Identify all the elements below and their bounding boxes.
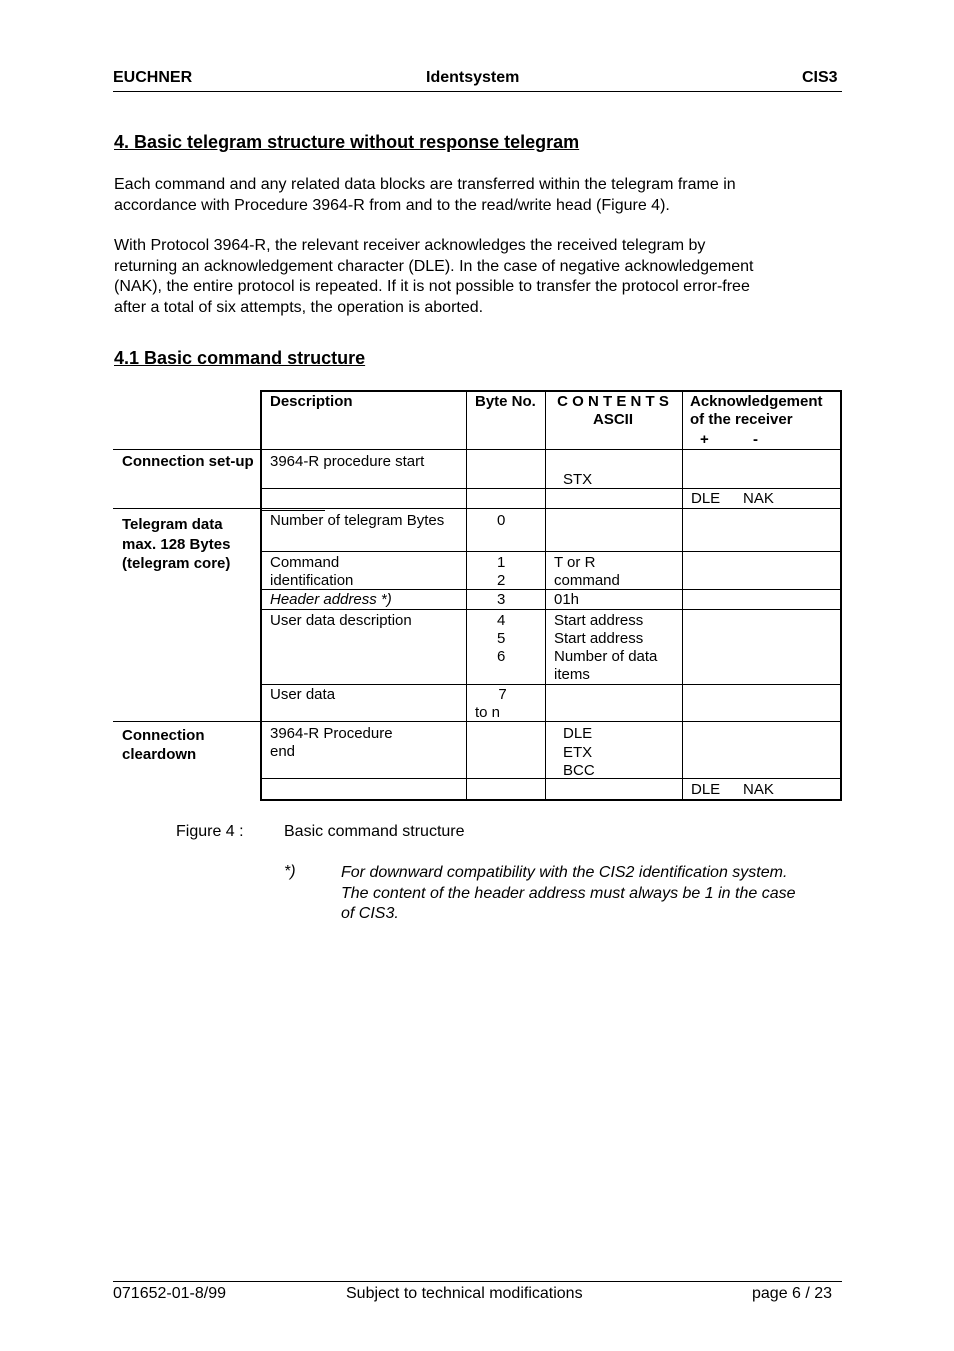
footnote-line: The content of the header address must always be 1 in the case xyxy=(341,884,796,902)
row-cmd-id-description xyxy=(270,554,353,590)
cell-line: end xyxy=(270,743,296,760)
group-connection-cleardown xyxy=(122,726,205,764)
paragraph-line: accordance with Procedure 3964-R from and to the read/write head (Figure 4). xyxy=(114,196,670,214)
cell-line: T or R xyxy=(554,554,596,571)
cell-line: command xyxy=(554,572,620,589)
column-divider xyxy=(466,390,467,800)
cell-line: 4 xyxy=(497,612,506,629)
cell-line: 5 xyxy=(497,630,506,647)
footer-rule xyxy=(113,1281,842,1282)
table-border-bottom xyxy=(260,799,842,801)
group-line: cleardown xyxy=(122,746,197,763)
footnote-marker: *) xyxy=(284,863,296,880)
cell-line: to n xyxy=(475,704,501,721)
footnote-text xyxy=(341,863,796,925)
cell-line: 7 xyxy=(498,686,507,703)
cell-line: 3964-R Procedure xyxy=(270,725,393,742)
footer-notice: Subject to technical modifications xyxy=(346,1285,583,1302)
row-divider-accent xyxy=(261,510,325,511)
cell-line: Start address xyxy=(554,630,644,647)
header-contents-line: C O N T E N T S xyxy=(557,393,669,410)
row-proc-end-contents xyxy=(563,725,595,781)
cell-line: ETX xyxy=(563,743,593,761)
paragraph-line: (NAK), the entire protocol is repeated. If it is not possible to transfer the protocol error-free xyxy=(114,278,750,295)
row-cmd-id-contents xyxy=(554,554,620,590)
cell-line: items xyxy=(554,666,590,683)
group-connection-setup: Connection set-up xyxy=(122,453,254,470)
row-user-desc-byte xyxy=(497,612,505,666)
header-acknowledgement xyxy=(690,393,823,429)
row-divider xyxy=(261,778,841,779)
table-border-left xyxy=(260,390,262,801)
figure-label: Figure 4 : xyxy=(176,823,244,840)
row-user-desc-description: User data description xyxy=(270,612,412,629)
column-divider xyxy=(682,390,683,800)
section-4-paragraph-1 xyxy=(114,175,844,216)
group-line: max. 128 Bytes xyxy=(122,535,231,553)
row-divider xyxy=(261,609,841,610)
row-divider xyxy=(261,488,841,489)
header-ack-line: of the receiver xyxy=(690,411,793,428)
group-line: Telegram data xyxy=(122,516,223,533)
row-proc-start-description: 3964-R procedure start xyxy=(270,453,425,470)
row-user-data-byte xyxy=(475,686,530,722)
row-divider xyxy=(113,449,841,450)
cell-line: BCC xyxy=(563,762,595,779)
row-divider xyxy=(261,551,841,552)
row-cmd-id-byte xyxy=(497,554,505,590)
cell-line: identification xyxy=(270,572,354,589)
section-4-1-title: 4.1 Basic command structure xyxy=(114,348,366,368)
footer-document-number: 071652-01-8/99 xyxy=(113,1285,226,1302)
header-contents-line: ASCII xyxy=(592,411,633,428)
row-divider xyxy=(113,508,841,509)
section-4-paragraph-2 xyxy=(114,236,844,318)
header-ack-plus: + xyxy=(700,431,709,448)
paragraph-line: Each command and any related data blocks are transferred within the telegram frame in xyxy=(114,176,736,193)
figure-caption: Basic command structure xyxy=(284,823,465,840)
header-company: EUCHNER xyxy=(113,69,193,86)
group-line: Connection xyxy=(122,727,205,744)
table-border-top xyxy=(260,390,842,392)
header-title: Identsystem xyxy=(426,69,520,86)
cell-line: Start address xyxy=(554,612,644,629)
section-4-title: 4. Basic telegram structure without response telegram xyxy=(114,132,580,152)
paragraph-line: returning an acknowledgement character (DLE). In the case of negative acknowledgement xyxy=(114,257,754,275)
header-byte-no: Byte No. xyxy=(475,393,536,410)
cell-line: Number of data xyxy=(554,648,658,665)
footer-page-number: page 6 / 23 xyxy=(752,1285,833,1302)
row-proc-end-description xyxy=(270,725,393,761)
footnote-line: For downward compatibility with the CIS2 identification system. xyxy=(341,864,788,881)
column-divider xyxy=(545,390,546,800)
row-proc-start-contents: STX xyxy=(563,471,593,488)
row-num-bytes-description: Number of telegram Bytes xyxy=(270,512,445,529)
paragraph-line: With Protocol 3964-R, the relevant receiver acknowledges the received telegram by xyxy=(114,237,706,254)
cell-line: 1 xyxy=(497,554,506,571)
cell-line: DLE xyxy=(563,725,593,742)
header-ack-minus: - xyxy=(753,431,758,448)
ack-row-2-positive: DLE xyxy=(691,781,721,798)
cell-line: 2 xyxy=(497,572,506,589)
row-divider xyxy=(261,684,841,685)
row-num-bytes-byte: 0 xyxy=(497,512,506,529)
footnote-line: of CIS3. xyxy=(341,905,399,922)
group-line: (telegram core) xyxy=(122,555,231,572)
header-description: Description xyxy=(270,393,353,410)
ack-row-1-positive: DLE xyxy=(691,490,721,507)
cell-line: Command xyxy=(270,554,340,571)
header-rule xyxy=(113,91,842,92)
row-user-data-description: User data xyxy=(270,686,336,703)
ack-row-1-negative: NAK xyxy=(743,490,774,507)
row-header-address-contents: 01h xyxy=(554,591,580,608)
header-product: CIS3 xyxy=(802,69,838,86)
paragraph-line: after a total of six attempts, the operation is aborted. xyxy=(114,298,484,316)
cell-line: 6 xyxy=(497,648,506,665)
group-telegram-data xyxy=(122,515,230,574)
row-header-address-byte: 3 xyxy=(497,591,506,608)
ack-row-2-negative: NAK xyxy=(743,781,774,798)
header-contents xyxy=(548,393,678,429)
row-user-desc-contents xyxy=(554,612,657,684)
header-ack-line: Acknowledgement xyxy=(690,393,823,410)
table-border-right xyxy=(840,390,842,801)
row-header-address-description: Header address *) xyxy=(270,591,392,608)
